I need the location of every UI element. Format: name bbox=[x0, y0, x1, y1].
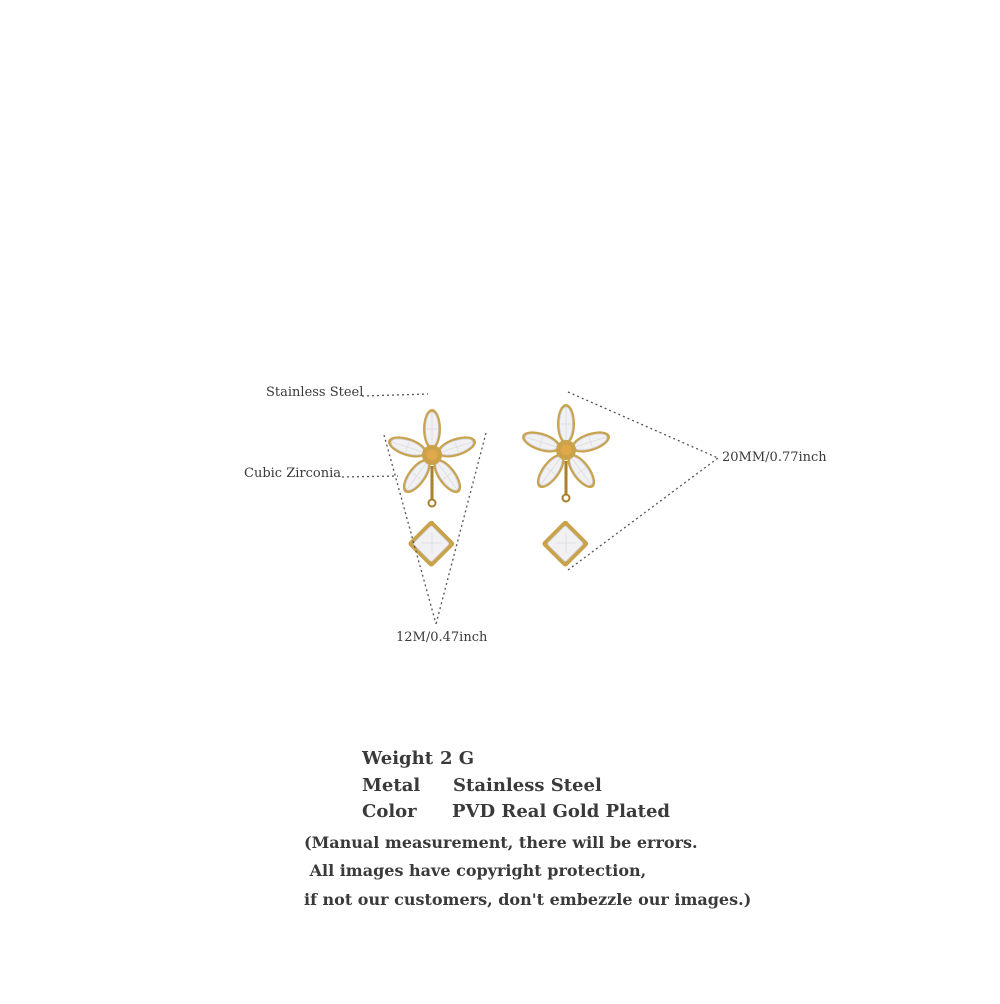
disclaimer-line: All images have copyright protection, bbox=[304, 861, 647, 880]
height-label: 20MM/0.77inch bbox=[722, 450, 827, 465]
spec-key: Metal bbox=[362, 775, 421, 796]
measurement-lines bbox=[342, 392, 718, 624]
left-earring bbox=[385, 409, 478, 568]
spec-key: Weight bbox=[362, 748, 434, 769]
disclaimer-line: (Manual measurement, there will be errors. bbox=[304, 833, 698, 852]
spec-value: 2 G bbox=[440, 748, 475, 769]
right-earring bbox=[519, 404, 612, 568]
spec-key: Color bbox=[362, 801, 417, 822]
width-label: 12M/0.47inch bbox=[396, 630, 488, 645]
stone-label: Cubic Zirconia bbox=[244, 466, 342, 481]
disclaimer-line: if not our customers, don't embezzle our images.) bbox=[304, 890, 752, 909]
spec-value: PVD Real Gold Plated bbox=[452, 801, 671, 822]
spec-value: Stainless Steel bbox=[453, 775, 602, 796]
material-label: Stainless Steel bbox=[266, 385, 364, 400]
